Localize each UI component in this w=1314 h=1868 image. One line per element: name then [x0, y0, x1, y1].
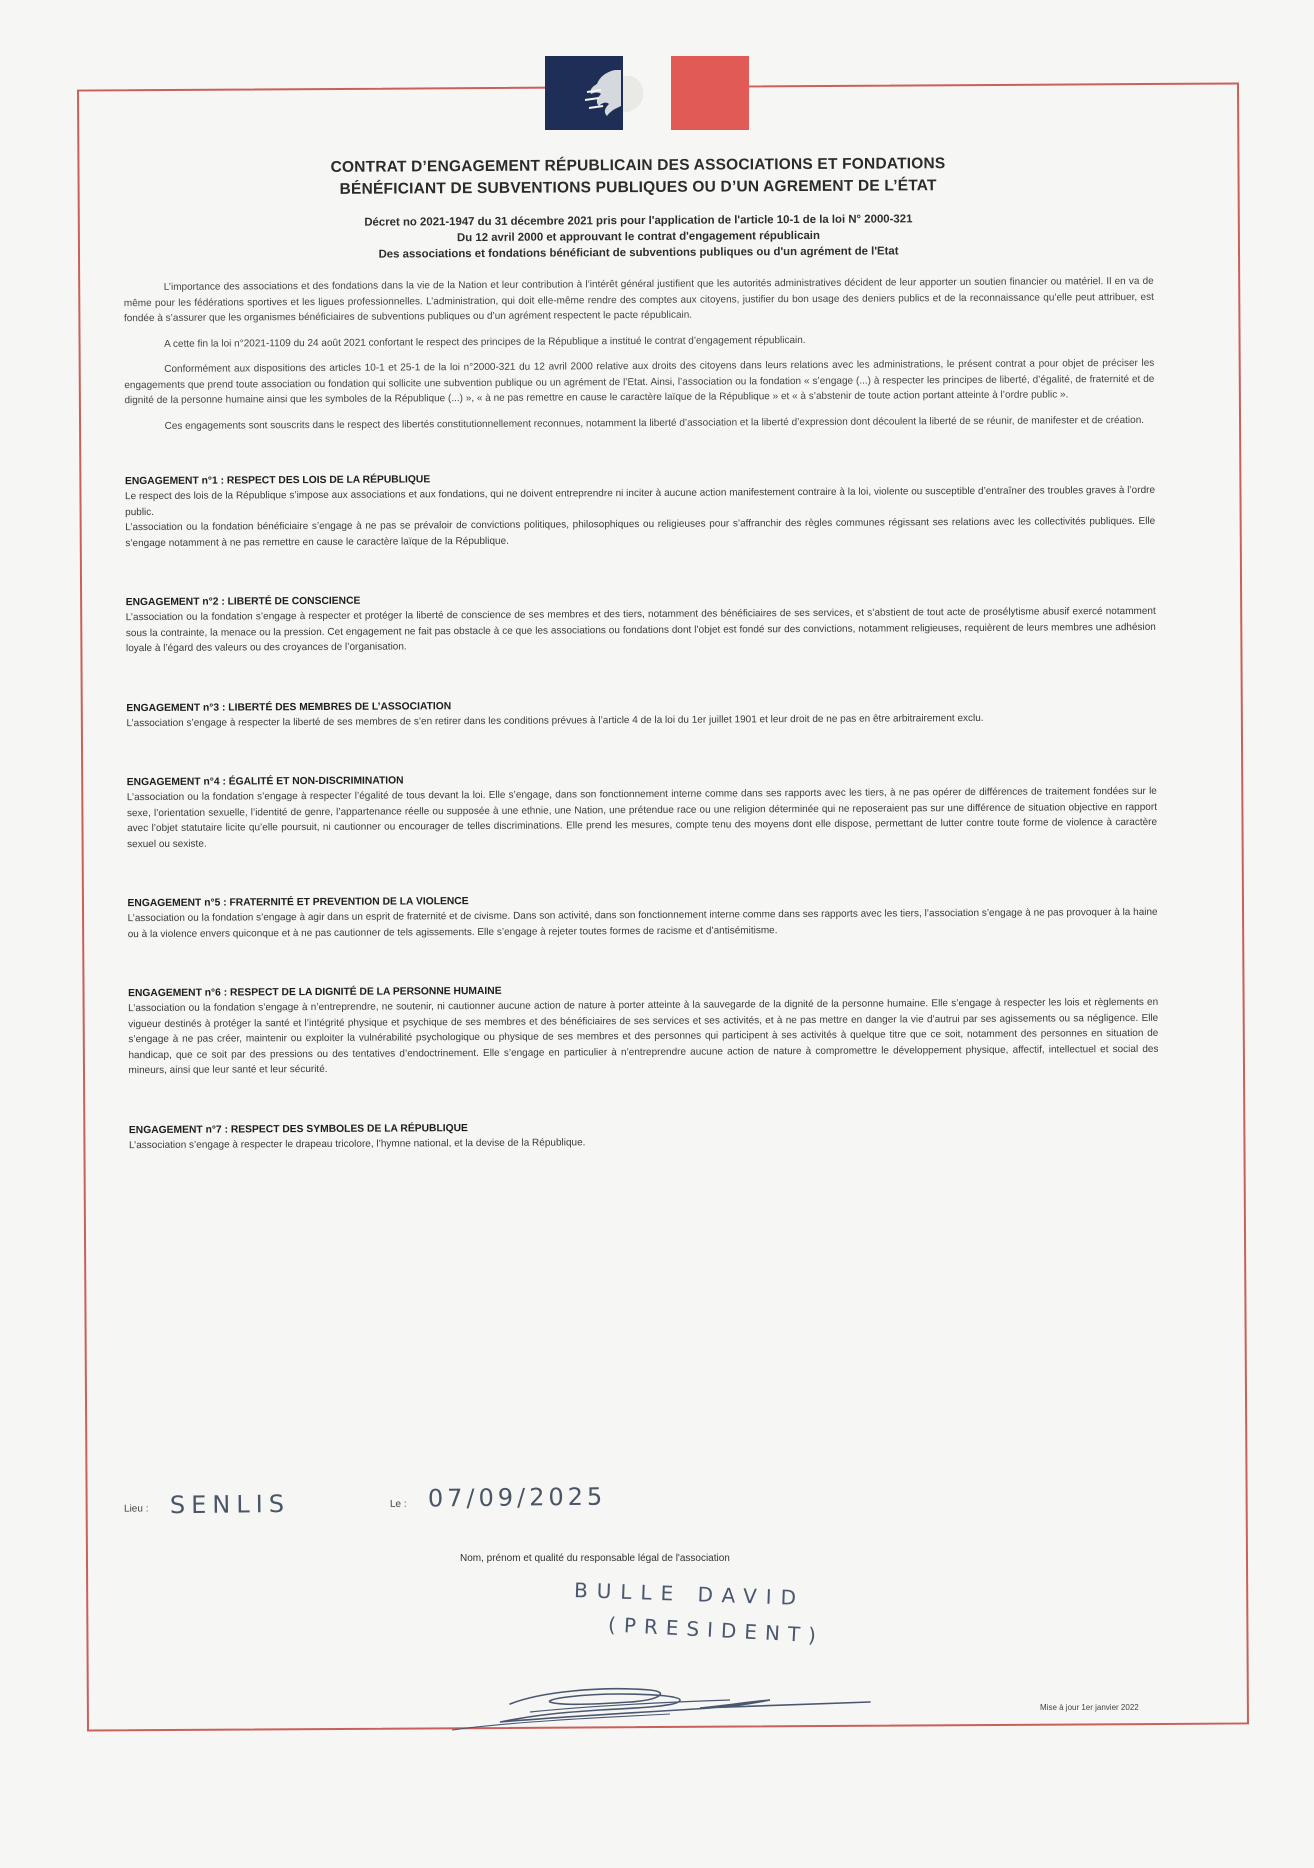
engagement-7: [129, 1116, 1159, 1153]
logo-white-band: [623, 56, 671, 130]
engagement-text: L’association s’engage à respecter le drapeau tricolore, l’hymne national, et la devise de la République.: [128, 1136, 586, 1151]
date-label: Le :: [389, 1498, 407, 1510]
handwritten-signature: [450, 1672, 950, 1732]
engagement-text: L’association ou la fondation bénéficiaire s’engage à ne pas se prévaloir de convictions politiques, philosophiques ou religieuses pour s’affranchir des règles communes régissant ses relations avec les collectivités publiques. Elle s’engage notamment à ne pas remettre en cause le caractère laïque de la République.: [125, 515, 1156, 549]
engagement-heading: ENGAGEMENT n°7 : RESPECT DES SYMBOLES DE LA RÉPUBLIQUE: [128, 1122, 468, 1136]
engagement-text: L’association ou la fondation s’engage à respecter l’égalité de tous devant la loi. Elle s’engage, dans son fonctionnement interne comme dans ses rapports avec les tiers, à ne pas opérer de différences de traitement fondées sur le sexe, l’orientation sexuelle, l’identité de genre, l’appartenance réelle ou supposée à une ethnie, une Nation, une prétendue race ou une religion déterminée qui ne reposeraient pas sur une différence de situation objective en rapport avec l’objet statutaire licite qu’elle poursuit, ni cautionner ou encourager de telles discriminations. Elle prend les mesures, compte tenu des moyens dont elle dispose, permettant de lutter contre toute forme de violence à caractère sexuel ou sexiste.: [126, 785, 1158, 850]
engagement-text: Le respect des lois de la République s’impose aux associations et aux fondations, qui ne doivent entreprendre ni inciter à aucune action manifestement contraire à la loi, violente ou susceptible d’entraîner des troubles graves à l’ordre public.: [125, 484, 1156, 518]
engagement-heading: ENGAGEMENT n°1 : RESPECT DES LOIS DE LA RÉPUBLIQUE: [124, 474, 431, 488]
preamble-paragraph: L’importance des associations et des fondations dans la vie de la Nation et leur contribution à l’intérêt général justifient que les autorités administratives décident de leur apporter un soutien financier ou matériel. Il en va de même pour les fédérations sportives et les ligues professionnelles. L’administration, qui doit elle-même rendre des comptes aux citoyens, justifier du bon usage des deniers publics et de la reconnaissance qu’elle peut attribuer, est fondée à s’assurer que les organismes bénéficiaires de subventions publiques ou d’un agrément respectent le pacte républicain.: [123, 275, 1154, 325]
place-date-row: [124, 1484, 824, 1531]
title-line-2: BÉNÉFICIANT DE SUBVENTIONS PUBLIQUES OU D’UN AGREMENT DE L’ÉTAT: [339, 177, 937, 198]
preamble: [124, 274, 1155, 434]
engagement-text: L’association ou la fondation s’engage à respecter et protéger la liberté de conscience de ses membres et des tiers, notamment des bénéficiaires de ses services, et s’abstient de tout acte de prosélytisme abusif exercé notamment sous la contrainte, la menace ou la pression. Cet engagement ne fait pas obstacle à ce que les associations ou fondations dont l’objet est fondé sur des convictions, notamment religieuses, requièrent de leurs membres une adhésion loyale à l’égard des valeurs ou des croyances de l’organisation.: [125, 605, 1156, 655]
republique-francaise-logo: [545, 56, 749, 130]
responsable-label: Nom, prénom et qualité du responsable légal de l'association: [460, 1553, 730, 1564]
marianne-profile-icon: [623, 56, 671, 130]
engagement-6: [128, 980, 1159, 1079]
engagement-5: [127, 890, 1157, 942]
logo-red-band: [671, 56, 749, 130]
engagement-4: [127, 769, 1157, 852]
preamble-paragraph: A cette fin la loi n°2021-1109 du 24 août 2021 confortant le respect des principes de la République a institué le contrat d’engagement républicain.: [164, 334, 806, 350]
decree-line-1: Décret no 2021-1947 du 31 décembre 2021 pris pour l'application de l'article 10-1 de la loi N° 2000-321: [364, 213, 913, 229]
decree-line-3: Des associations et fondations bénéficiant de subventions publiques ou d'un agrément de l'Etat: [378, 245, 899, 261]
engagement-2: [126, 589, 1156, 657]
lieu-label: Lieu :: [123, 1503, 149, 1515]
engagement-3: [126, 694, 1156, 731]
document-title: [123, 152, 1153, 202]
engagement-text: L’association ou la fondation s’engage à n’entreprendre, ne soutenir, ni cautionner aucune action de nature à porter atteinte à la sauvegarde de la dignité de la personne humaine. Elle s’engage à respecter les lois et règlements en vigueur destinés à protéger la santé et l’intégrité physique et psychique de ses membres et des bénéficiaires de ses services et ses activités, et à ne pas mettre en danger la vie d’autrui par ses agissements ou sa négligence. Elle s’engage à ne pas créer, maintenir ou exploiter la vulnérabilité psychologique ou physique de ses membres et des personnes qui participent à ses activités à quelque titre que ce soit, notamment des personnes en situation de handicap, que ce soit par des pressions ou des tentatives d’endoctrinement. Elle s’engage en particulier à n’entreprendre aucune action de nature à compromettre le développement physique, affectif, intellectuel et social des mineurs, ainsi que leur santé et leur sécurité.: [128, 996, 1159, 1077]
marianne-icon: [575, 62, 623, 122]
engagement-heading: ENGAGEMENT n°3 : LIBERTÉ DES MEMBRES DE L’ASSOCIATION: [126, 700, 452, 714]
logo-blue-band: [545, 56, 623, 130]
decree-line-2: Du 12 avril 2000 et approuvant le contrat d'engagement républicain: [456, 229, 820, 245]
preamble-paragraph: Conformément aux dispositions des articles 10-1 et 25-1 de la loi n°2000-321 du 12 avril 2000 relative aux droits des citoyens dans leurs relations avec les administrations, le présent contrat a pour objet de préciser les engagements que prend toute association ou fondation qui sollicite une subvention publique ou un agrément de l’Etat. Ainsi, l’association ou la fondation « s’engage (...) à respecter les principes de liberté, d’égalité, de fraternité et de dignité de la personne humaine ainsi que les symboles de la République (...) », « à ne pas remettre en cause le caractère laïque de la République » et « à s’abstenir de toute action portant atteinte à l’ordre public ».: [124, 357, 1155, 407]
engagement-text: L’association ou la fondation s’engage à agir dans un esprit de fraternité et de civisme. Dans son activité, dans son fonctionnement interne comme dans ses rapports avec les tiers, l’association s’engage à ne pas provoquer à la haine ou à la violence envers quiconque et à ne pas cautionner de tels agissements. Elle s’engage à rejeter toutes formes de racisme et d’antisémitisme.: [127, 906, 1158, 940]
decree-reference: [123, 210, 1153, 264]
engagement-heading: ENGAGEMENT n°6 : RESPECT DE LA DIGNITÉ DE LA PERSONNE HUMAINE: [128, 985, 502, 1000]
engagement-text: L’association s’engage à respecter la liberté de ses membres de s’en retirer dans les conditions prévues à l’article 4 de la loi du 1er juillet 1901 et leur droit de ne pas en être arbitrairement exclu.: [126, 712, 984, 729]
responsable-name-handwritten: BULLE DAVID: [573, 1577, 806, 1611]
engagement-1: [125, 468, 1155, 551]
preamble-paragraph: Ces engagements sont souscrits dans le respect des libertés constitutionnellement reconnues, notamment la liberté d’association et la liberté d’expression dont découlent la liberté de se réunir, de manifester et de création.: [164, 414, 1145, 432]
date-handwritten: 07/09/2025: [427, 1482, 607, 1513]
document-body: [123, 152, 1159, 1153]
title-line-1: CONTRAT D’ENGAGEMENT RÉPUBLICAIN DES ASSOCIATIONS ET FONDATIONS: [330, 155, 946, 176]
update-date: Mise à jour 1er janvier 2022: [1040, 1703, 1139, 1712]
engagement-heading: ENGAGEMENT n°4 : ÉGALITÉ ET NON-DISCRIMINATION: [126, 775, 404, 789]
engagement-heading: ENGAGEMENT n°5 : FRATERNITÉ ET PREVENTION DE LA VIOLENCE: [127, 896, 469, 910]
lieu-handwritten: SENLIS: [169, 1489, 291, 1520]
engagement-heading: ENGAGEMENT n°2 : LIBERTÉ DE CONSCIENCE: [125, 595, 361, 609]
responsable-quality-handwritten: (PRESIDENT): [607, 1612, 825, 1648]
